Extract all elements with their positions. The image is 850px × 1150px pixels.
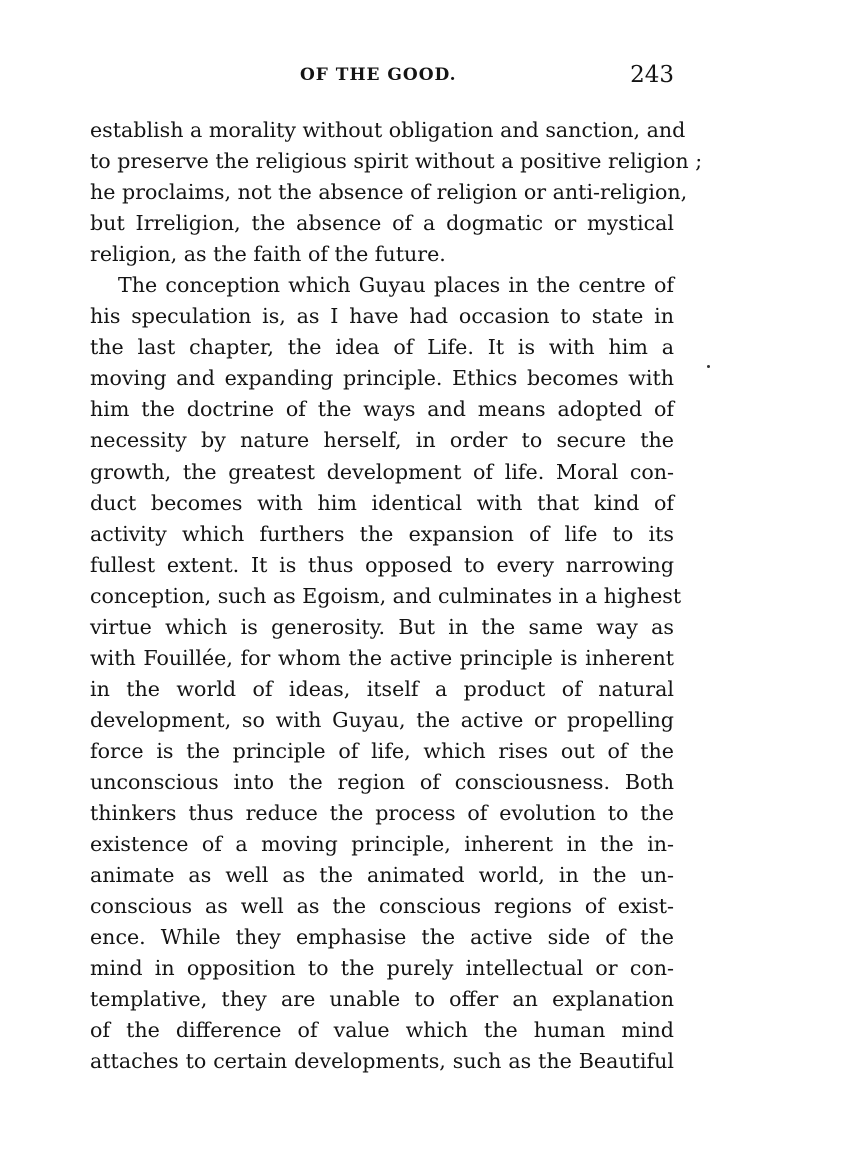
text-line: moving and expanding principle. Ethics becomes with bbox=[90, 366, 674, 391]
running-head: OF THE GOOD. bbox=[300, 65, 457, 85]
text-line: mind in opposition to the purely intellectual or con- bbox=[90, 956, 674, 981]
text-line: religion, as the faith of the future. bbox=[90, 242, 446, 267]
body-text bbox=[90, 115, 703, 1077]
text-line: templative, they are unable to offer an explanation bbox=[90, 987, 674, 1012]
ink-speck bbox=[707, 365, 710, 368]
text-line: thinkers thus reduce the process of evolution to the bbox=[90, 801, 674, 826]
text-line: The conception which Guyau places in the centre of bbox=[118, 273, 674, 298]
text-line: existence of a moving principle, inherent in the in- bbox=[90, 832, 674, 857]
text-line: unconscious into the region of consciousness. Both bbox=[90, 769, 674, 794]
text-line: he proclaims, not the absence of religion or anti-religion, bbox=[90, 180, 688, 205]
text-line: attaches to certain developments, such as the Beautiful bbox=[90, 1049, 674, 1074]
text-line: the last chapter, the idea of Life. It is with him a bbox=[90, 335, 674, 360]
text-line: virtue which is generosity. But in the same way as bbox=[90, 614, 674, 639]
text-line: but Irreligion, the absence of a dogmatic or mystical bbox=[90, 211, 674, 236]
text-line: development, so with Guyau, the active or propelling bbox=[90, 707, 674, 732]
page-header bbox=[90, 62, 674, 92]
text-line: activity which furthers the expansion of life to its bbox=[90, 521, 674, 546]
text-line: animate as well as the animated world, in the un- bbox=[90, 863, 674, 888]
text-line: growth, the greatest development of life. Moral con- bbox=[90, 459, 674, 484]
text-line: ence. While they emphasise the active side of the bbox=[90, 925, 674, 950]
text-line: in the world of ideas, itself a product of natural bbox=[90, 676, 674, 701]
page-number: 243 bbox=[630, 62, 674, 88]
text-line: conscious as well as the conscious regions of exist- bbox=[90, 894, 674, 919]
text-line: conception, such as Egoism, and culminates in a highest bbox=[90, 583, 682, 608]
text-line: establish a morality without obligation and sanction, and bbox=[90, 118, 686, 142]
text-line: necessity by nature herself, in order to secure the bbox=[90, 428, 674, 453]
text-line: of the difference of value which the human mind bbox=[90, 1018, 674, 1043]
text-line: fullest extent. It is thus opposed to every narrowing bbox=[90, 552, 674, 577]
text-line: him the doctrine of the ways and means adopted of bbox=[90, 397, 674, 422]
text-line: his speculation is, as I have had occasion to state in bbox=[90, 304, 674, 329]
text-line: to preserve the religious spirit without a positive religion ; bbox=[90, 149, 703, 174]
text-line: with Fouillée, for whom the active principle is inherent bbox=[90, 645, 674, 670]
text-line: force is the principle of life, which rises out of the bbox=[90, 738, 674, 763]
text-line: duct becomes with him identical with that kind of bbox=[90, 490, 674, 515]
